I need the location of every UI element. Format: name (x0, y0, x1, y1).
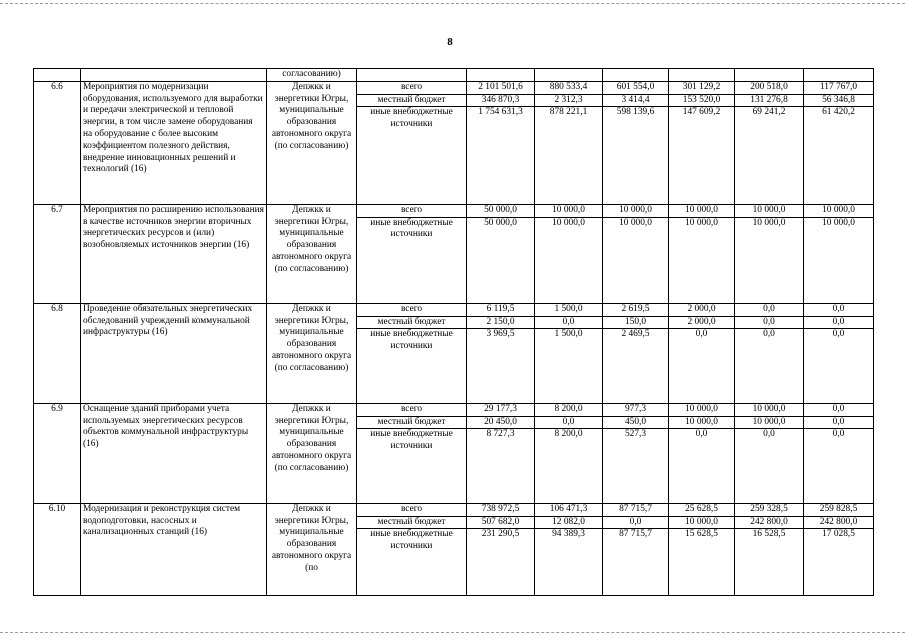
funding-amount: 0,0 (804, 316, 874, 329)
funding-amount: 601 554,0 (603, 81, 669, 94)
funding-source: местный бюджет (357, 94, 467, 107)
funding-source: местный бюджет (357, 416, 467, 429)
funding-source: иные внебюджетные источники (357, 529, 467, 595)
funding-amount: 2 000,0 (669, 303, 735, 316)
measure-name: Оснащение зданий приборами учета используемых энергетических ресурсов объектов коммунальной инфраструктуры (16) (81, 403, 267, 503)
funding-amount: 231 290,5 (467, 529, 535, 595)
funding-amount: 10 000,0 (735, 204, 804, 217)
measure-name: Мероприятия по модернизации оборудования, используемого для выработки и передачи электрической и тепловой энергии, в том числе замене оборудования на оборудование с более высоким коэффициентом полезного действия, внедрение инновационных решений и технологий (16) (81, 81, 267, 204)
funding-source: местный бюджет (357, 516, 467, 529)
funding-amount: 0,0 (535, 416, 603, 429)
funding-amount: 0,0 (735, 429, 804, 503)
funding-amount: 69 241,2 (735, 107, 804, 204)
funding-amount: 450,0 (603, 416, 669, 429)
responsible-executor: Депжкк и энергетики Югры, муниципальные образования автономного округа (по согласованию) (267, 204, 357, 303)
funding-source: иные внебюджетные источники (357, 107, 467, 204)
table-row (34, 403, 874, 416)
funding-amount: 3 969,5 (467, 329, 535, 403)
funding-amount: 0,0 (804, 303, 874, 316)
measure-number: 6.9 (34, 403, 81, 503)
funding-amount: 10 000,0 (535, 204, 603, 217)
funding-source: всего (357, 503, 467, 516)
funding-amount: 1 500,0 (535, 303, 603, 316)
funding-amount: 50 000,0 (467, 204, 535, 217)
funding-amount: 61 420,2 (804, 107, 874, 204)
page-number: 8 (447, 36, 453, 48)
funding-amount: 1 500,0 (535, 329, 603, 403)
funding-source: иные внебюджетные источники (357, 429, 467, 503)
funding-amount: 10 000,0 (735, 416, 804, 429)
funding-amount: 10 000,0 (669, 217, 735, 303)
scan-top-edge (0, 3, 905, 4)
funding-amount: 147 609,2 (669, 107, 735, 204)
measure-name: Модернизация и реконструкция систем водоподготовки, насосных и канализационных станций (16) (81, 503, 267, 595)
table-row (34, 303, 874, 316)
measure-number: 6.6 (34, 81, 81, 204)
funding-amount: 8 200,0 (535, 403, 603, 416)
funding-amount: 10 000,0 (735, 403, 804, 416)
funding-amount: 117 767,0 (804, 81, 874, 94)
funding-source: иные внебюджетные источники (357, 329, 467, 403)
funding-amount: 301 129,2 (669, 81, 735, 94)
funding-amount: 2 619,5 (603, 303, 669, 316)
funding-amount: 0,0 (804, 429, 874, 503)
funding-amount: 346 870,3 (467, 94, 535, 107)
funding-amount: 0,0 (804, 329, 874, 403)
funding-source: всего (357, 81, 467, 94)
funding-amount: 10 000,0 (535, 217, 603, 303)
funding-amount: 50 000,0 (467, 217, 535, 303)
cell (467, 69, 535, 82)
funding-amount: 153 520,0 (669, 94, 735, 107)
funding-amount: 20 450,0 (467, 416, 535, 429)
funding-source: всего (357, 303, 467, 316)
funding-amount: 3 414,4 (603, 94, 669, 107)
funding-source: всего (357, 403, 467, 416)
measure-number: 6.10 (34, 503, 81, 595)
responsible-executor: Депжкк и энергетики Югры, муниципальные образования автономного округа (по согласованию) (267, 81, 357, 204)
funding-amount: 10 000,0 (669, 204, 735, 217)
funding-amount: 10 000,0 (735, 217, 804, 303)
funding-amount: 10 000,0 (669, 403, 735, 416)
funding-amount: 2 469,5 (603, 329, 669, 403)
table-row (34, 503, 874, 516)
funding-amount: 2 101 501,6 (467, 81, 535, 94)
measure-number: 6.7 (34, 204, 81, 303)
funding-source: всего (357, 204, 467, 217)
executor-continuation: согласованию) (267, 69, 357, 82)
funding-amount: 598 139,6 (603, 107, 669, 204)
funding-amount: 507 682,0 (467, 516, 535, 529)
funding-amount: 12 082,0 (535, 516, 603, 529)
funding-amount: 10 000,0 (603, 217, 669, 303)
continuation-row (34, 69, 874, 82)
funding-amount: 106 471,3 (535, 503, 603, 516)
funding-amount: 0,0 (669, 329, 735, 403)
responsible-executor: Депжкк и энергетики Югры, муниципальные образования автономного округа (по (267, 503, 357, 595)
funding-source: иные внебюджетные источники (357, 217, 467, 303)
funding-amount: 2 312,3 (535, 94, 603, 107)
scan-bottom-edge (0, 632, 905, 633)
funding-amount: 15 628,5 (669, 529, 735, 595)
cell (804, 69, 874, 82)
funding-amount: 17 028,5 (804, 529, 874, 595)
funding-amount: 87 715,7 (603, 529, 669, 595)
funding-amount: 259 828,5 (804, 503, 874, 516)
funding-amount: 0,0 (735, 329, 804, 403)
funding-amount: 87 715,7 (603, 503, 669, 516)
cell (81, 69, 267, 82)
funding-amount: 878 221,1 (535, 107, 603, 204)
funding-amount: 10 000,0 (804, 204, 874, 217)
funding-amount: 94 389,3 (535, 529, 603, 595)
funding-amount: 10 000,0 (603, 204, 669, 217)
program-measures-table (33, 68, 874, 596)
cell (669, 69, 735, 82)
cell (735, 69, 804, 82)
measure-name: Мероприятия по расширению использования в качестве источников энергии вторичных энергетических ресурсов и (или) возобновляемых источников энергии (16) (81, 204, 267, 303)
funding-amount: 8 727,3 (467, 429, 535, 503)
funding-amount: 880 533,4 (535, 81, 603, 94)
responsible-executor: Депжкк и энергетики Югры, муниципальные образования автономного округа (по согласованию) (267, 303, 357, 403)
funding-amount: 131 276,8 (735, 94, 804, 107)
funding-amount: 738 972,5 (467, 503, 535, 516)
funding-amount: 150,0 (603, 316, 669, 329)
funding-amount: 56 346,8 (804, 94, 874, 107)
funding-amount: 0,0 (603, 516, 669, 529)
cell (535, 69, 603, 82)
table-row (34, 81, 874, 94)
funding-amount: 977,3 (603, 403, 669, 416)
funding-amount: 8 200,0 (535, 429, 603, 503)
table-body (34, 69, 874, 596)
cell (603, 69, 669, 82)
measure-number: 6.8 (34, 303, 81, 403)
table-row (34, 204, 874, 217)
funding-amount: 242 800,0 (735, 516, 804, 529)
funding-amount: 25 628,5 (669, 503, 735, 516)
funding-amount: 200 518,0 (735, 81, 804, 94)
funding-amount: 0,0 (804, 403, 874, 416)
funding-amount: 10 000,0 (804, 217, 874, 303)
funding-amount: 0,0 (804, 416, 874, 429)
cell (357, 69, 467, 82)
funding-amount: 10 000,0 (669, 516, 735, 529)
funding-amount: 0,0 (735, 316, 804, 329)
funding-amount: 527,3 (603, 429, 669, 503)
funding-amount: 29 177,3 (467, 403, 535, 416)
funding-amount: 10 000,0 (669, 416, 735, 429)
funding-amount: 0,0 (669, 429, 735, 503)
funding-amount: 242 800,0 (804, 516, 874, 529)
cell (34, 69, 81, 82)
funding-amount: 16 528,5 (735, 529, 804, 595)
measure-name: Проведение обязательных энергетических обследований учреждений коммунальной инфраструктуры (16) (81, 303, 267, 403)
funding-amount: 1 754 631,3 (467, 107, 535, 204)
funding-amount: 0,0 (735, 303, 804, 316)
funding-amount: 6 119,5 (467, 303, 535, 316)
funding-amount: 259 328,5 (735, 503, 804, 516)
funding-amount: 0,0 (535, 316, 603, 329)
funding-amount: 2 150,0 (467, 316, 535, 329)
funding-source: местный бюджет (357, 316, 467, 329)
responsible-executor: Депжкк и энергетики Югры, муниципальные образования автономного округа (по согласованию) (267, 403, 357, 503)
funding-amount: 2 000,0 (669, 316, 735, 329)
